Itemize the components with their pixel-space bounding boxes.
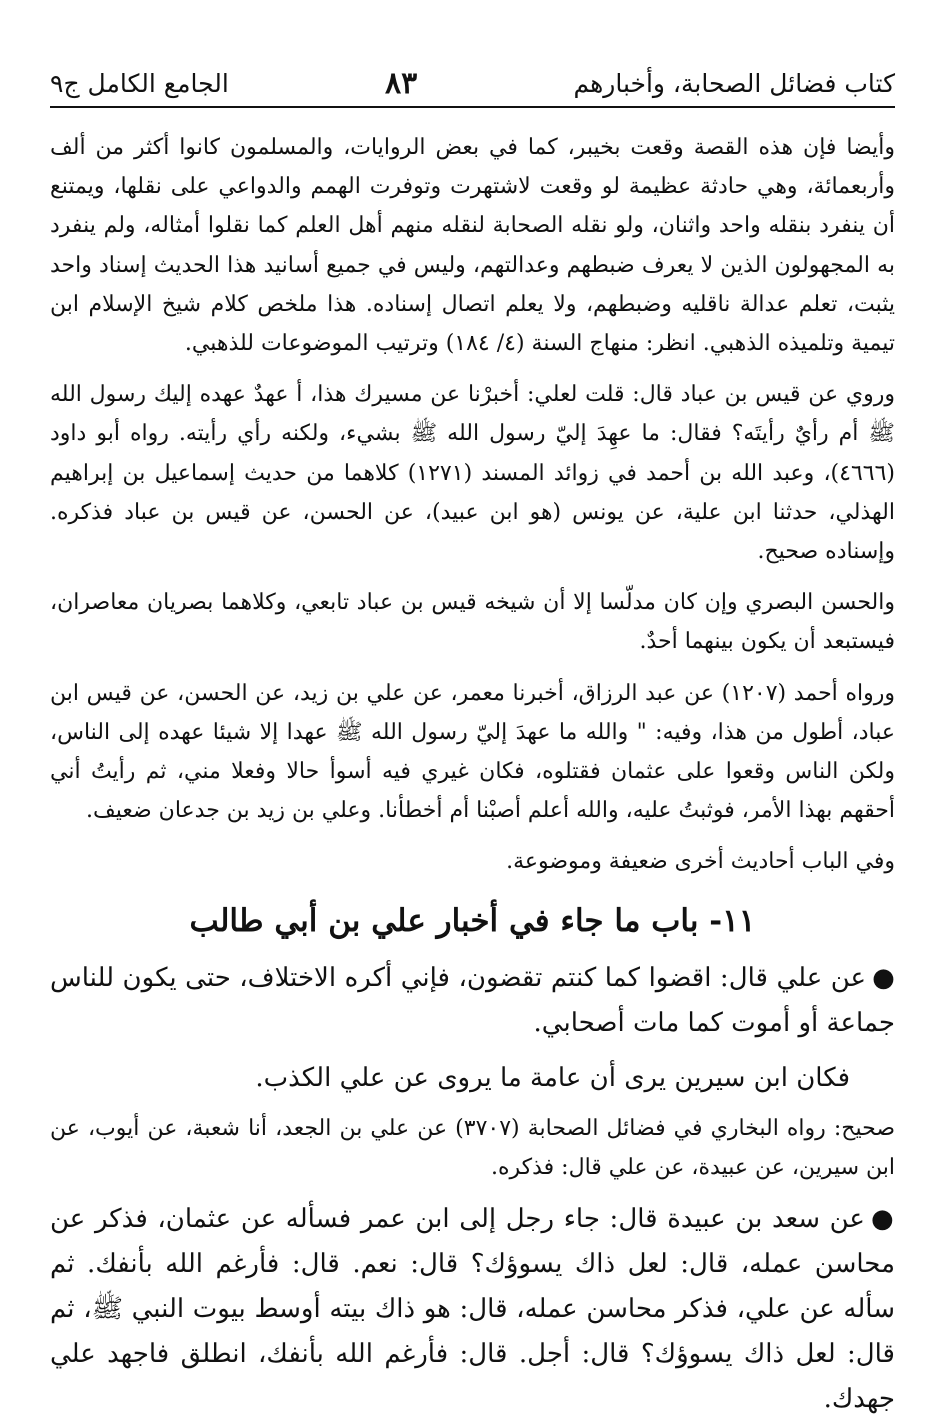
bullet-icon: ● <box>872 962 895 993</box>
hadith-continuation: فكان ابن سيرين يرى أن عامة ما يروى عن علي الكذب. <box>255 1062 850 1093</box>
footnote-paragraph: وفي الباب أحاديث أخرى ضعيفة وموضوعة. <box>506 849 895 875</box>
hadith-text <box>50 956 895 1046</box>
book-section-title: كتاب فضائل الصحابة، وأخبارهم <box>573 68 895 98</box>
chapter-title: ١١- باب ما جاء في أخبار علي بن أبي طالب <box>189 902 756 939</box>
takhrij-paragraph: صحيح: رواه البخاري في فضائل الصحابة (٣٧٠٧) عن علي بن الجعد، أنا شعبة، عن أيوب، عن ابن سيرين، عن عبيدة، عن علي قال: فذكره. <box>50 1115 895 1180</box>
header-rule <box>50 106 895 108</box>
hadith-body: عن علي قال: اقضوا كما كنتم تقضون، فإني أكره الاختلاف، حتى يكون للناس جماعة أو أموت كما مات أصحابي. <box>50 962 895 1038</box>
page-number: ٨٣ <box>385 65 418 101</box>
footnote-paragraph: وروي عن قيس بن عباد قال: قلت لعلي: أخبرْنا عن مسيرك هذا، أ عهدٌ عهده إليك رسول الله ﷺ أم رأيٌ رأيتَه؟ فقال: ما عهِدَ إليّ رسول الله ﷺ بشيء، ولكنه رأي رأيته. رواه أبو داود (٤٦٦٦)، وعبد الله بن أحمد في زوائد المسند (١٢٧١) كلاهما من حديث إسماعيل بن إبراهيم الهذلي، حدثنا ابن علية، عن يونس (هو ابن عبيد)، عن الحسن، عن قيس بن عباد فذكره. وإسناده صحيح. <box>50 382 896 565</box>
hadith-body: عن سعد بن عبيدة قال: جاء رجل إلى ابن عمر فسأله عن عثمان، فذكر عن محاسن عمله، قال: لعل ذاك يسوؤك؟ قال: نعم. قال: فأرغم الله بأنفك. ثم سأله عن علي، فذكر محاسن عمله، قال: هو ذاك بيته أوسط بيوت النبي ﷺ، ثم قال: لعل ذاك يسوؤك؟ قال: أجل. قال: فأرغم الله بأنفك، انطلق فاجهد علي جهدك. <box>50 1203 895 1414</box>
footnote-paragraph: والحسن البصري وإن كان مدلّسا إلا أن شيخه قيس بن عباد تابعي، وكلاهما بصريان معاصران، فيستبعد أن يكون بينهما أحدٌ. <box>50 590 895 655</box>
page-header <box>50 58 895 108</box>
book-page <box>50 0 896 1414</box>
page-body <box>50 128 895 1422</box>
bullet-icon: ● <box>870 1203 896 1234</box>
footnote-paragraph: وأيضا فإن هذه القصة وقعت بخيبر، كما في بعض الروايات، والمسلمون كانوا أكثر من ألف وأربعمائة، وهي حادثة عظيمة لو وقعت لاشتهرت وتوفرت الهمم والدواعي على نقلها، ويمتنع أن ينفرد بنقله واحد واثنان، ولو نقله الصحابة لنقله منهم أهل العلم كما نقلوا أمثاله، ولم ينفرد به المجهولون الذين لا يعرف ضبطهم وعدالتهم، وليس في جميع أسانيد هذا الحديث إسناد واحد يثبت، تعلم عدالة ناقليه وضبطهم، ولا يعلم اتصال إسناده. هذا ملخص كلام شيخ الإسلام ابن تيمية وتلميذه الذهبي. انظر: منهاج السنة (٤/ ١٨٤) وترتيب الموضوعات للذهبي. <box>50 135 895 357</box>
hadith-text <box>50 1197 895 1422</box>
footnote-paragraph: ورواه أحمد (١٢٠٧) عن عبد الرزاق، أخبرنا معمر، عن علي بن زيد، عن الحسن، عن قيس ابن عباد، أطول من هذا، وفيه: " والله ما عهدَ إليّ رسول الله ﷺ عهدا إلا شيئا عهده إلى الناس، ولكن الناس وقعوا على عثمان فقتلوه، فكان غيري فيه أسوأ حالا وفعلا مني، ثم رأيتُ أني أحقهم بهذا الأمر، فوثبتُ عليه، والله أعلم أصبْنا أم أخطأنا. وعلي بن زيد بن جدعان ضعيف. <box>50 680 896 824</box>
volume-title: الجامع الكامل ج٩ <box>50 68 229 98</box>
